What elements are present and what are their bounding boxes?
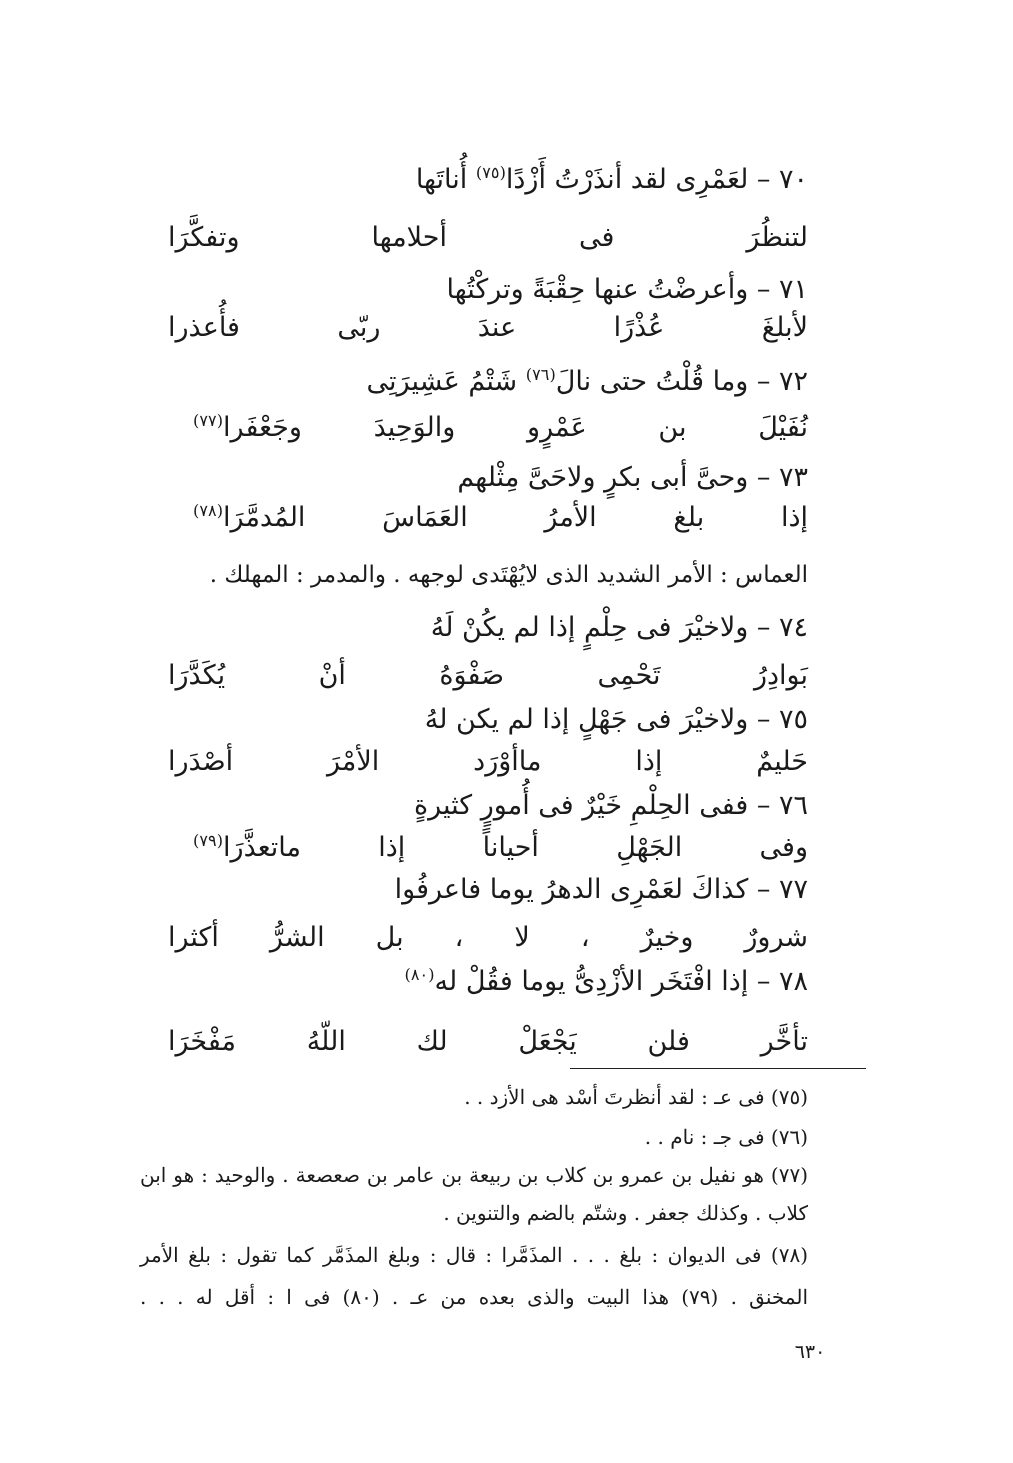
verse-76-second-hemistich — [193, 828, 808, 868]
footnote-77-line-2: كلاب . وكذلك جعفر . وشتّم بالضم والتنوين . — [443, 1201, 808, 1225]
verse-78-first-text: ٧٨ – إذا افْتَخَر الأزْدِىُّ يوما فقُلْ له — [434, 966, 808, 997]
glossary-note: العماس : الأمر الشديد الذى لايُهْتَدى لوجهه . والمدمر : المهلك . — [209, 562, 808, 588]
verse-70-first-text: ٧٠ – لعَمْرِى لقد أنذَرْتُ أَزْدًا — [505, 164, 808, 195]
verse-73-first-hemistich: ٧٣ – وحىَّ أبى بكرٍ ولاحَىَّ مِثْلهم — [457, 462, 808, 493]
verse-72-second-hemistich — [193, 408, 808, 448]
verse-76-first-hemistich: ٧٦ – ففى الحِلْمِ خَيْرٌ فى أُمورٍ كثيرةٍ — [413, 790, 808, 821]
footnote-76: (٧٦) فى جـ : نام . . — [644, 1125, 808, 1149]
footnote-78-line-1: (٧٨) فى الديوان : بلغ . . . المذَمَّرا : قال : وبلغ المذَمَّر كما تقول : بلغ الأمر — [140, 1243, 808, 1267]
verse-72-second-text: نُفَيْلَ بن عَمْرٍو والوَحِيدَ وجَعْفَرا — [223, 412, 808, 443]
verse-70-first-hemistich — [416, 160, 808, 200]
verse-70-first-tail: أُناتَها — [415, 164, 468, 195]
page-number: ٦٣٠ — [794, 1341, 826, 1363]
verse-73-second-text: إذا بلغ الأمرُ العَمَاسَ المُدمَّرَا — [223, 502, 808, 533]
verse-72-first-text: ٧٢ – وما قُلْتُ حتى نالَ — [555, 366, 808, 397]
footnote-ref-75: (٧٥) — [475, 163, 506, 182]
footnote-75: (٧٥) فى عـ : لقد أنظرتَ أسْد هى الأزد . . — [464, 1085, 808, 1109]
footnote-77-line-1: (٧٧) هو نفيل بن عمرو بن كلاب بن ربيعة بن عامر بن صعصعة . والوحيد : هو ابن — [140, 1163, 808, 1187]
verse-76-second-text: وفى الجَهْلِ أحياناً إذا ماتعذَّرَا — [223, 832, 808, 863]
verse-78-first-hemistich — [404, 962, 808, 1002]
verse-71-second-hemistich: لأبلغَ عُذْرًا عندَ ربّى فأُعذرا — [168, 312, 808, 343]
footnote-ref-76: (٧٦) — [525, 365, 556, 384]
footnote-ref-79: (٧٩) — [193, 831, 224, 850]
footnote-78-80-line: المخنق . (٧٩) هذا البيت والذى بعده من عـ . (٨٠) فى ا : أقل له . . . — [140, 1285, 808, 1309]
verse-77-second-hemistich: شرورٌ وخيرٌ ، لا ، بل الشرُّ أكثرا — [168, 922, 808, 953]
verse-74-first-hemistich: ٧٤ – ولاخيْرَ فى حِلْمٍ إذا لم يكُنْ لَهُ — [430, 612, 808, 643]
verse-73-second-hemistich — [193, 498, 808, 538]
verse-70-second-hemistich: لتنظُرَ فى أحلامها وتفكَّرَا — [168, 222, 808, 253]
verse-74-second-hemistich: بَوادِرُ تَحْمِى صَفْوَهُ أنْ يُكَدَّرَا — [168, 660, 808, 691]
verse-77-first-hemistich: ٧٧ – كذاكَ لعَمْرِى الدهرُ يوما فاعرفُوا — [394, 874, 808, 905]
footnote-ref-78: (٧٨) — [193, 501, 224, 520]
footnote-separator — [570, 1068, 866, 1069]
verse-72-first-tail: شَتْمُ عَشِيرَتِى — [366, 366, 518, 397]
verse-71-first-hemistich: ٧١ – وأعرضْتُ عنها حِقْبَةً وتركْتُها — [446, 274, 808, 305]
verse-72-first-hemistich — [367, 362, 808, 402]
footnote-ref-77: (٧٧) — [193, 411, 224, 430]
footnote-ref-80: (٨٠) — [404, 965, 435, 984]
verse-78-second-hemistich: تأخَّر فلن يَجْعَلْ لك اللّهُ مَفْخَرَا — [168, 1026, 808, 1057]
verse-75-first-hemistich: ٧٥ – ولاخيْرَ فى جَهْلٍ إذا لم يكن لهُ — [424, 704, 808, 735]
verse-75-second-hemistich: حَليمٌ إذا ماأوْرَد الأمْرَ أصْدَرا — [168, 746, 808, 777]
